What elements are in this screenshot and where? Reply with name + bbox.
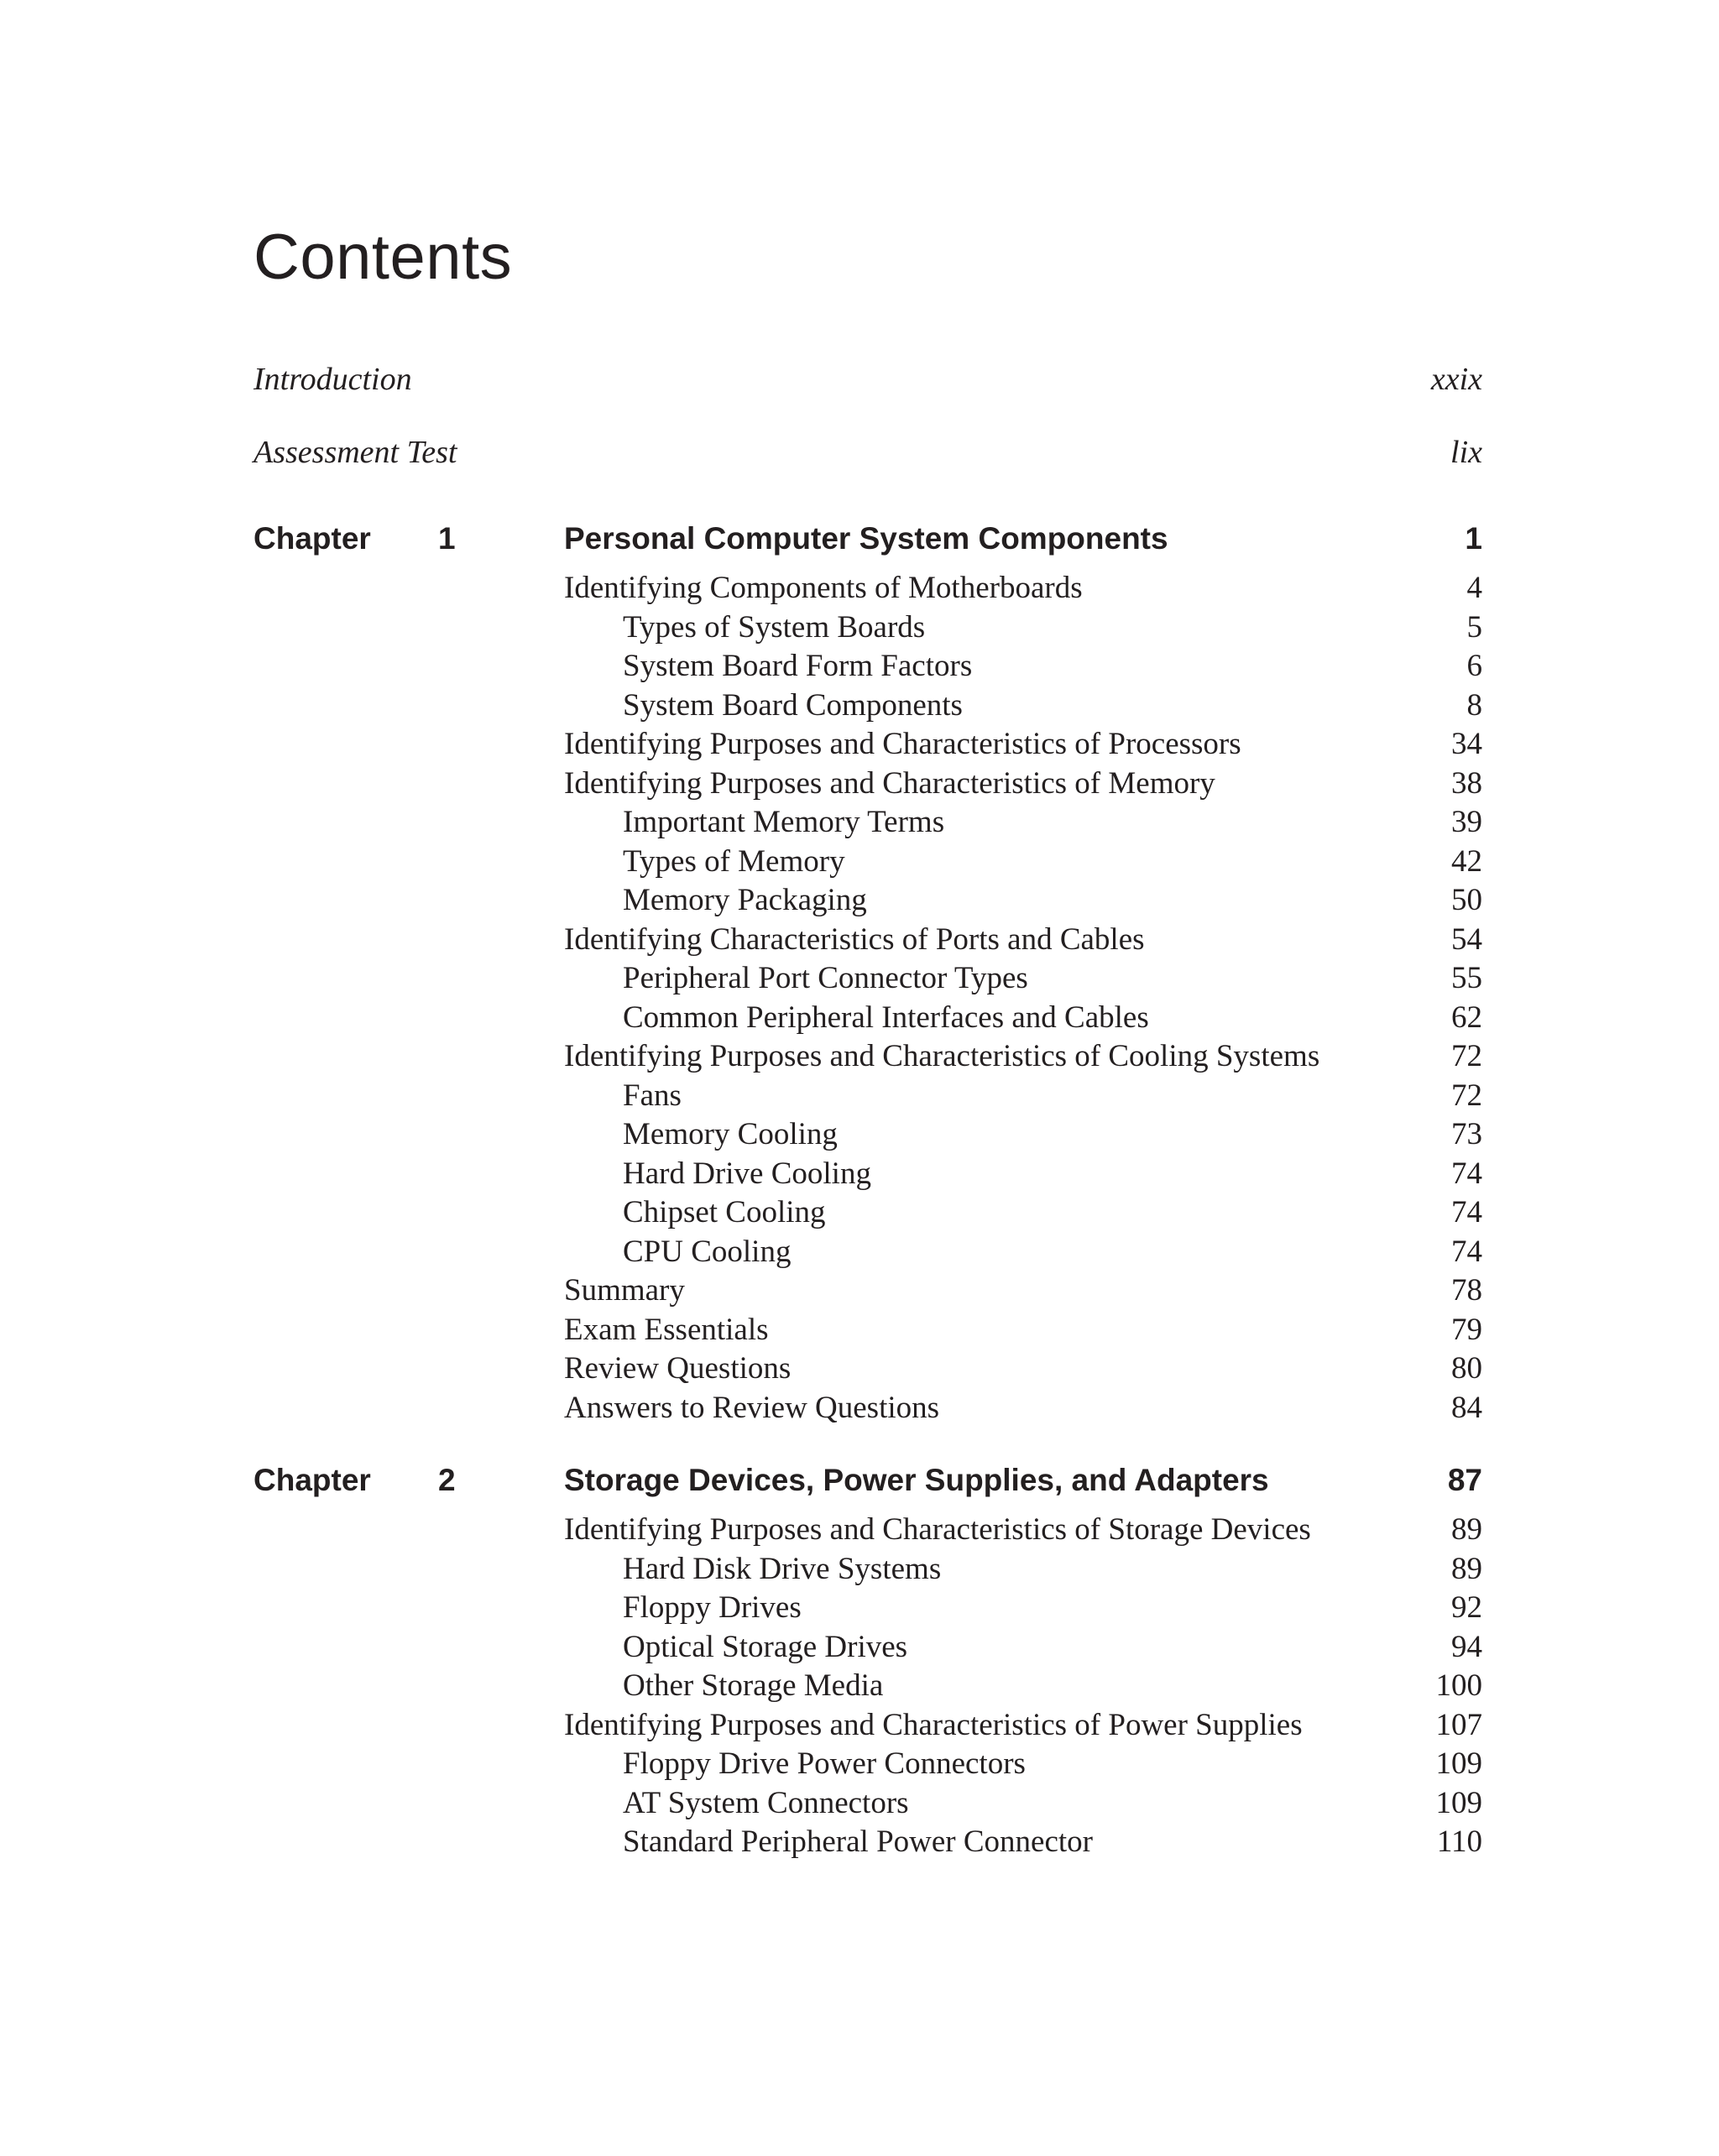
toc-entry-text: System Board Form Factors (623, 649, 973, 683)
chapter-1-entries (564, 569, 1482, 1428)
chapter-number: 1 (438, 521, 456, 556)
toc-page-number: 34 (1451, 727, 1482, 761)
chapter-page-number: 1 (1465, 521, 1482, 556)
toc-label: Introduction (253, 362, 412, 397)
toc-entry-text: Important Memory Terms (623, 805, 945, 839)
toc-entry-text: System Board Components (623, 687, 963, 723)
toc-subentry[interactable] (564, 959, 1482, 999)
toc-subentry[interactable] (564, 686, 1482, 726)
toc-entry-text: Fans (623, 1078, 682, 1113)
toc-page-number: 5 (1466, 609, 1482, 645)
toc-page-number: 62 (1451, 1000, 1482, 1035)
toc-row-assessment-test[interactable] (253, 431, 1482, 473)
toc-page-number: 94 (1451, 1629, 1482, 1664)
toc-entry-text: Identifying Purposes and Characteristics of Power Supplies (564, 1707, 1303, 1742)
chapter-word: Chapter (253, 1463, 371, 1497)
toc-subentry[interactable] (564, 1823, 1482, 1862)
toc-subentry[interactable] (564, 1550, 1482, 1590)
toc-entry-text: Floppy Drives (623, 1590, 802, 1625)
toc-entry-text: Optical Storage Drives (623, 1629, 908, 1664)
toc-page-number: lix (1450, 435, 1482, 470)
toc-entry[interactable] (564, 1037, 1482, 1077)
toc-page-number: 6 (1466, 649, 1482, 683)
toc-page-number: 79 (1451, 1312, 1482, 1347)
toc-page-number: 54 (1451, 921, 1482, 957)
toc-entry-text: Identifying Purposes and Characteristics of Processors (564, 727, 1241, 761)
toc-page-number: 74 (1451, 1234, 1482, 1269)
toc-subentry[interactable] (564, 1784, 1482, 1824)
chapter-2-entries (564, 1511, 1482, 1862)
toc-page-number: 42 (1451, 843, 1482, 879)
toc-page-number: 72 (1451, 1039, 1482, 1073)
toc-entry-text: Standard Peripheral Power Connector (623, 1825, 1093, 1859)
toc-page-number: 92 (1451, 1590, 1482, 1625)
toc-subentry[interactable] (564, 1667, 1482, 1706)
toc-page-number: 72 (1451, 1078, 1482, 1113)
toc-subentry[interactable] (564, 1589, 1482, 1628)
chapter-number: 2 (438, 1463, 456, 1497)
toc-page-number: 100 (1435, 1668, 1482, 1703)
toc-subentry[interactable] (564, 999, 1482, 1038)
toc-entry-text: Hard Disk Drive Systems (623, 1551, 942, 1586)
toc-entry-text: Identifying Purposes and Characteristics of Memory (564, 765, 1215, 801)
toc-page-number: 4 (1466, 571, 1482, 605)
toc-subentry[interactable] (564, 1628, 1482, 1668)
toc-page-number: 38 (1451, 765, 1482, 801)
toc-page-number: 89 (1451, 1551, 1482, 1586)
toc-page-number: xxix (1430, 362, 1482, 397)
toc-entry[interactable] (564, 725, 1482, 765)
toc-subentry[interactable] (564, 843, 1482, 882)
chapter-title: Storage Devices, Power Supplies, and Adapters (564, 1463, 1269, 1497)
toc-label: Assessment Test (253, 435, 457, 470)
chapter-word: Chapter (253, 521, 371, 556)
toc-subentry[interactable] (564, 1193, 1482, 1233)
toc-page-number: 109 (1435, 1746, 1482, 1781)
toc-entry[interactable] (564, 1511, 1482, 1550)
toc-subentry[interactable] (564, 1077, 1482, 1116)
toc-entry-text: Identifying Purposes and Characteristics of Cooling Systems (564, 1039, 1320, 1073)
toc-entry-text: Other Storage Media (623, 1668, 884, 1703)
toc-entry-text: AT System Connectors (623, 1785, 909, 1820)
toc-subentry[interactable] (564, 1233, 1482, 1272)
toc-page-number: 80 (1451, 1351, 1482, 1386)
toc-entry-text: Hard Drive Cooling (623, 1156, 871, 1191)
toc-entry-text: Types of System Boards (623, 609, 926, 645)
toc-entry-text: Identifying Components of Motherboards (564, 571, 1083, 605)
toc-page-number: 8 (1466, 687, 1482, 723)
toc-entry-text: Review Questions (564, 1351, 792, 1386)
chapter-2-heading[interactable] (253, 1459, 1482, 1501)
toc-subentry[interactable] (564, 608, 1482, 648)
page-title: Contents (253, 222, 513, 293)
toc-entry-text: Memory Cooling (623, 1117, 838, 1151)
toc-page-number: 78 (1451, 1273, 1482, 1308)
toc-entry-text: Exam Essentials (564, 1312, 769, 1347)
toc-page-number: 84 (1451, 1390, 1482, 1425)
toc-entry[interactable] (564, 1311, 1482, 1350)
toc-page-number: 50 (1451, 883, 1482, 917)
toc-entry[interactable] (564, 1706, 1482, 1746)
toc-entry[interactable] (564, 1271, 1482, 1311)
toc-subentry[interactable] (564, 647, 1482, 686)
toc-entry-text: Chipset Cooling (623, 1195, 826, 1229)
toc-entry-text: Floppy Drive Power Connectors (623, 1746, 1026, 1781)
toc-entry-text: Peripheral Port Connector Types (623, 961, 1028, 995)
toc-entry[interactable] (564, 765, 1482, 804)
chapter-title: Personal Computer System Components (564, 521, 1168, 556)
toc-page-number: 107 (1435, 1707, 1482, 1742)
toc-page-number: 89 (1451, 1512, 1482, 1547)
toc-page-number: 110 (1436, 1825, 1482, 1859)
toc-subentry[interactable] (564, 1745, 1482, 1784)
toc-page-number: 55 (1451, 961, 1482, 995)
toc-page-number: 73 (1451, 1117, 1482, 1151)
toc-entry-text: Answers to Review Questions (564, 1390, 940, 1425)
chapter-1-heading[interactable] (253, 518, 1482, 560)
toc-row-introduction[interactable] (253, 358, 1482, 400)
toc-page-number: 74 (1451, 1156, 1482, 1191)
toc-page-number: 74 (1451, 1195, 1482, 1229)
toc-entry[interactable] (564, 569, 1482, 608)
toc-entry-text: Memory Packaging (623, 883, 867, 917)
toc-subentry[interactable] (564, 1155, 1482, 1194)
toc-entry-text: Identifying Purposes and Characteristics of Storage Devices (564, 1512, 1311, 1547)
toc-entry-text: Summary (564, 1273, 685, 1308)
toc-entry[interactable] (564, 1349, 1482, 1389)
toc-page-number: 39 (1451, 805, 1482, 839)
toc-subentry[interactable] (564, 881, 1482, 921)
chapter-page-number: 87 (1447, 1463, 1482, 1497)
toc-entry[interactable] (564, 1389, 1482, 1428)
toc-entry[interactable] (564, 921, 1482, 960)
toc-entry-text: Types of Memory (623, 843, 845, 879)
toc-entry-text: Identifying Characteristics of Ports and Cables (564, 921, 1145, 957)
toc-page-number: 109 (1435, 1785, 1482, 1820)
toc-subentry[interactable] (564, 1115, 1482, 1155)
toc-subentry[interactable] (564, 803, 1482, 843)
toc-entry-text: Common Peripheral Interfaces and Cables (623, 1000, 1149, 1035)
toc-entry-text: CPU Cooling (623, 1234, 792, 1269)
